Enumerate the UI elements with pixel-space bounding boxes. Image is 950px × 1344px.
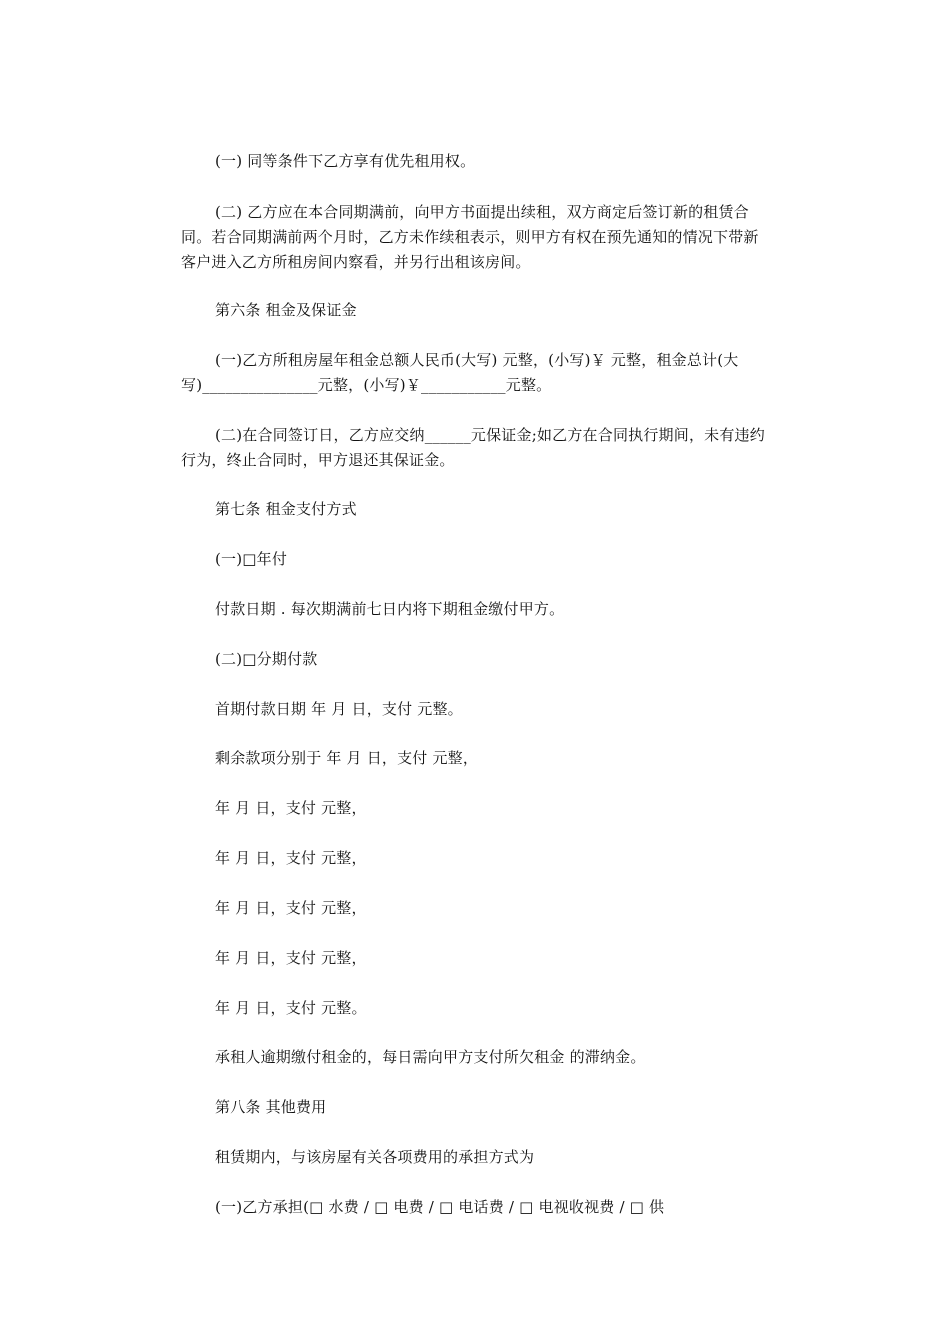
- payment-date-line: 付款日期 . 每次期满前七日内将下期租金缴付甲方。: [215, 600, 565, 618]
- late-fee-clause: 承租人逾期缴付租金的，每日需向甲方支付所欠租金 的滞纳金。: [215, 1048, 646, 1066]
- clause-renewal: (二) 乙方应在本合同期满前，向甲方书面提出续租，双方商定后签订新的租赁合同。若合同期满前两个月时，乙方未作续租表示，则甲方有权在预先通知的情况下带新客户进入乙方所租房间内察看，并另行出租该房间。: [181, 203, 759, 271]
- clause-deposit: (二)在合同签订日，乙方应交纳______元保证金;如乙方在合同执行期间，未有违约行为，终止合同时，甲方退还其保证金。: [181, 426, 765, 469]
- clause-priority-lease: (一) 同等条件下乙方享有优先租用权。: [215, 152, 476, 170]
- installment-line: 年 月 日，支付 元整，: [215, 799, 367, 817]
- article-8-heading: 第八条 其他费用: [215, 1098, 327, 1116]
- tenant-fees-clause: (一)乙方承担(□ 水费 / □ 电费 / □ 电话费 / □ 电视收视费 / □ 供: [215, 1198, 665, 1216]
- installment-line: 年 月 日，支付 元整，: [215, 899, 367, 917]
- clause-rent-amount: (一)乙方所租房屋年租金总额人民币(大写) 元整，(小写)￥ 元整，租金总计(大写)_______________元整，(小写)￥___________元整。: [181, 351, 739, 394]
- article-7-heading: 第七条 租金支付方式: [215, 500, 357, 518]
- installment-line: 年 月 日，支付 元整，: [215, 949, 367, 967]
- article-6-heading: 第六条 租金及保证金: [215, 301, 357, 319]
- other-fees-intro: 租赁期内，与该房屋有关各项费用的承担方式为: [215, 1148, 535, 1166]
- installment-line: 年 月 日，支付 元整，: [215, 849, 367, 867]
- option-annual-payment: (一)□年付: [215, 550, 288, 568]
- first-payment-line: 首期付款日期 年 月 日，支付 元整。: [215, 700, 463, 718]
- installment-line: 年 月 日，支付 元整。: [215, 999, 367, 1017]
- remaining-payment-line: 剩余款项分别于 年 月 日，支付 元整，: [215, 749, 479, 767]
- option-installment-payment: (二)□分期付款: [215, 650, 318, 668]
